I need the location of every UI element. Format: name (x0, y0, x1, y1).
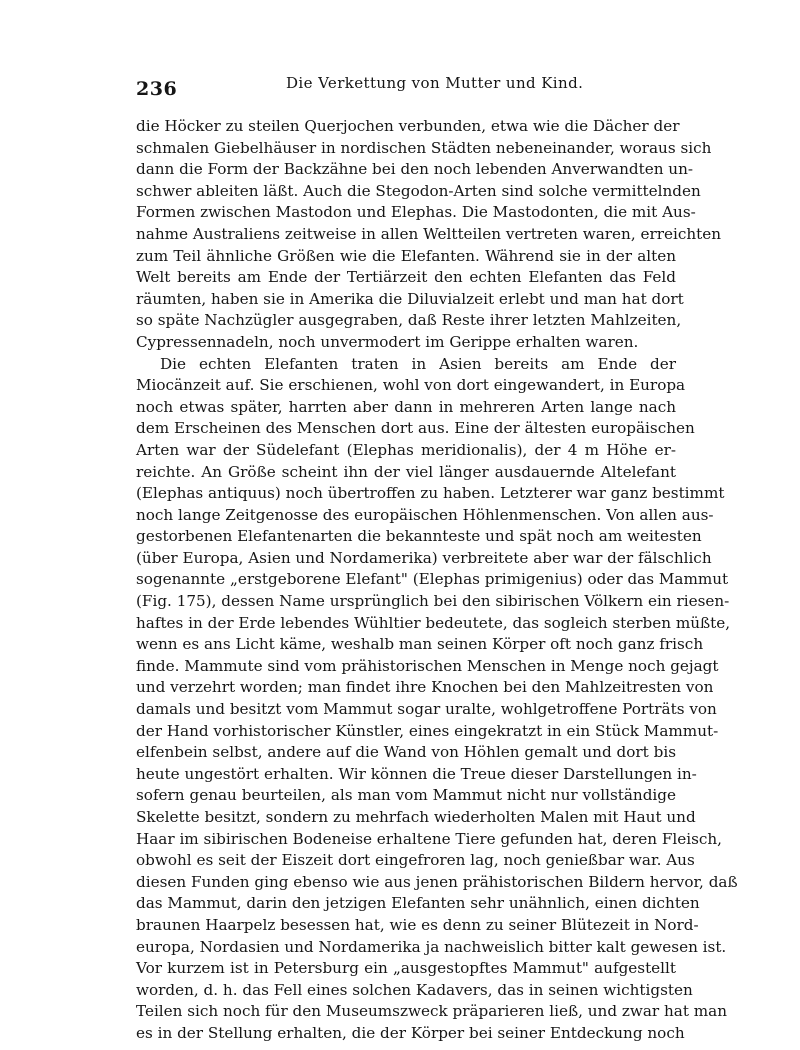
paragraph (136, 116, 721, 354)
text-line: Cypressennadeln, noch unvermodert im Gerippe erhalten waren. (136, 332, 639, 351)
text-line: heute ungestört erhalten. Wir können die Treue dieser Darstellungen in- (136, 764, 697, 783)
text-line: die Höcker zu steilen Querjochen verbunden, etwa wie die Dächer der (136, 117, 680, 135)
text-line: das Mammut, darin den jetzigen Elefanten sehr unähnlich, einen dichten (136, 894, 700, 913)
text-line: (Fig. 175), dessen Name ursprünglich bei den sibirischen Völkern ein riesen- (136, 592, 730, 611)
text-line: Arten war der Südelefant (Elephas meridionalis), der 4 m Höhe er- (136, 440, 676, 459)
text-line: wenn es ans Licht käme, weshalb man seinen Körper oft noch ganz frisch (136, 635, 704, 654)
text-line: haftes in der Erde lebendes Wühltier bedeutete, das sogleich sterben müßte, (136, 613, 731, 632)
text-line: Vor kurzem ist in Petersburg ein „ausgestopftes Mammut" aufgestellt (136, 959, 676, 978)
text-line: schwer ableiten läßt. Auch die Stegodon-Arten sind solche vermittelnden (136, 181, 701, 200)
text-line: der Hand vorhistorischer Künstler, eines eingekratzt in ein Stück Mammut- (136, 721, 719, 740)
text-line: Miocänzeit auf. Sie erschienen, wohl von dort eingewandert, in Europa (136, 376, 686, 395)
text-line: nahme Australiens zeitweise in allen Weltteilen vertreten waren, erreichten (136, 224, 721, 243)
text-line: damals und besitzt vom Mammut sogar uralte, wohlgetroffene Porträts von (136, 700, 717, 719)
running-title: Die Verkettung von Mutter und Kind. (286, 74, 584, 92)
text-line: und verzehrt worden; man findet ihre Knochen bei den Mahlzeitresten von (136, 678, 714, 697)
text-line: finde. Mammute sind vom prähistorischen Menschen in Menge noch gejagt (136, 656, 719, 675)
text-line: Die echten Elefanten traten in Asien bereits am Ende der (160, 354, 676, 373)
text-line: zum Teil ähnliche Größen wie die Elefanten. Während sie in der alten (136, 246, 676, 265)
text-line: gestorbenen Elefantenarten die bekannteste und spät noch am weitesten (136, 527, 702, 546)
text-line: europa, Nordasien und Nordamerika ja nachweislich bitter kalt gewesen ist. (136, 937, 727, 956)
text-line: so späte Nachzügler ausgegraben, daß Reste ihrer letzten Mahlzeiten, (136, 311, 682, 330)
page-header (136, 74, 676, 98)
text-line: sofern genau beurteilen, als man vom Mammut nicht nur vollständige (136, 786, 676, 805)
body-text (136, 116, 738, 1045)
text-line: es in der Stellung erhalten, die der Körper bei seiner Entdeckung noch (136, 1023, 685, 1042)
text-line: räumten, haben sie in Amerika die Diluvialzeit erlebt und man hat dort (136, 289, 684, 308)
text-line: noch etwas später, harrten aber dann in mehreren Arten lange nach (136, 397, 676, 416)
text-line: noch lange Zeitgenosse des europäischen Höhlenmenschen. Von allen aus- (136, 505, 714, 524)
text-line: dann die Form der Backzähne bei den noch lebenden Anverwandten un- (136, 160, 693, 179)
text-line: obwohl es seit der Eiszeit dort eingefroren lag, noch genießbar war. Aus (136, 851, 695, 870)
text-line: Skelette besitzt, sondern zu mehrfach wiederholten Malen mit Haut und (136, 808, 696, 826)
text-line: braunen Haarpelz besessen hat, wie es denn zu seiner Blütezeit in Nord- (136, 915, 699, 934)
text-line: schmalen Giebelhäuser in nordischen Städten nebeneinander, woraus sich (136, 138, 712, 157)
text-line: elfenbein selbst, andere auf die Wand von Höhlen gemalt und dort bis (136, 743, 676, 762)
text-line: reichte. An Größe scheint ihn der viel länger ausdauernde Altelefant (136, 462, 676, 481)
text-line: Teilen sich noch für den Museumszweck präparieren ließ, und zwar hat man (136, 1002, 728, 1021)
page-number: 236 (136, 78, 178, 100)
text-line: sogenannte „erstgeborene Elefant" (Elephas primigenius) oder das Mammut (136, 570, 729, 589)
paragraph (136, 354, 738, 1045)
text-line: Haar im sibirischen Bodeneise erhaltene Tiere gefunden hat, deren Fleisch, (136, 829, 723, 848)
text-line: diesen Funden ging ebenso wie aus jenen prähistorischen Bildern hervor, daß (136, 872, 738, 891)
text-line: (über Europa, Asien und Nordamerika) verbreitete aber war der fälschlich (136, 548, 712, 567)
text-line: worden, d. h. das Fell eines solchen Kadavers, das in seinen wichtigsten (136, 980, 693, 999)
text-line: (Elephas antiquus) noch übertroffen zu haben. Letzterer war ganz bestimmt (136, 484, 725, 503)
text-line: dem Erscheinen des Menschen dort aus. Eine der ältesten europäischen (136, 419, 695, 438)
text-line: Welt bereits am Ende der Tertiärzeit den echten Elefanten das Feld (136, 268, 676, 287)
text-line: Formen zwischen Mastodon und Elephas. Die Mastodonten, die mit Aus- (136, 203, 696, 222)
